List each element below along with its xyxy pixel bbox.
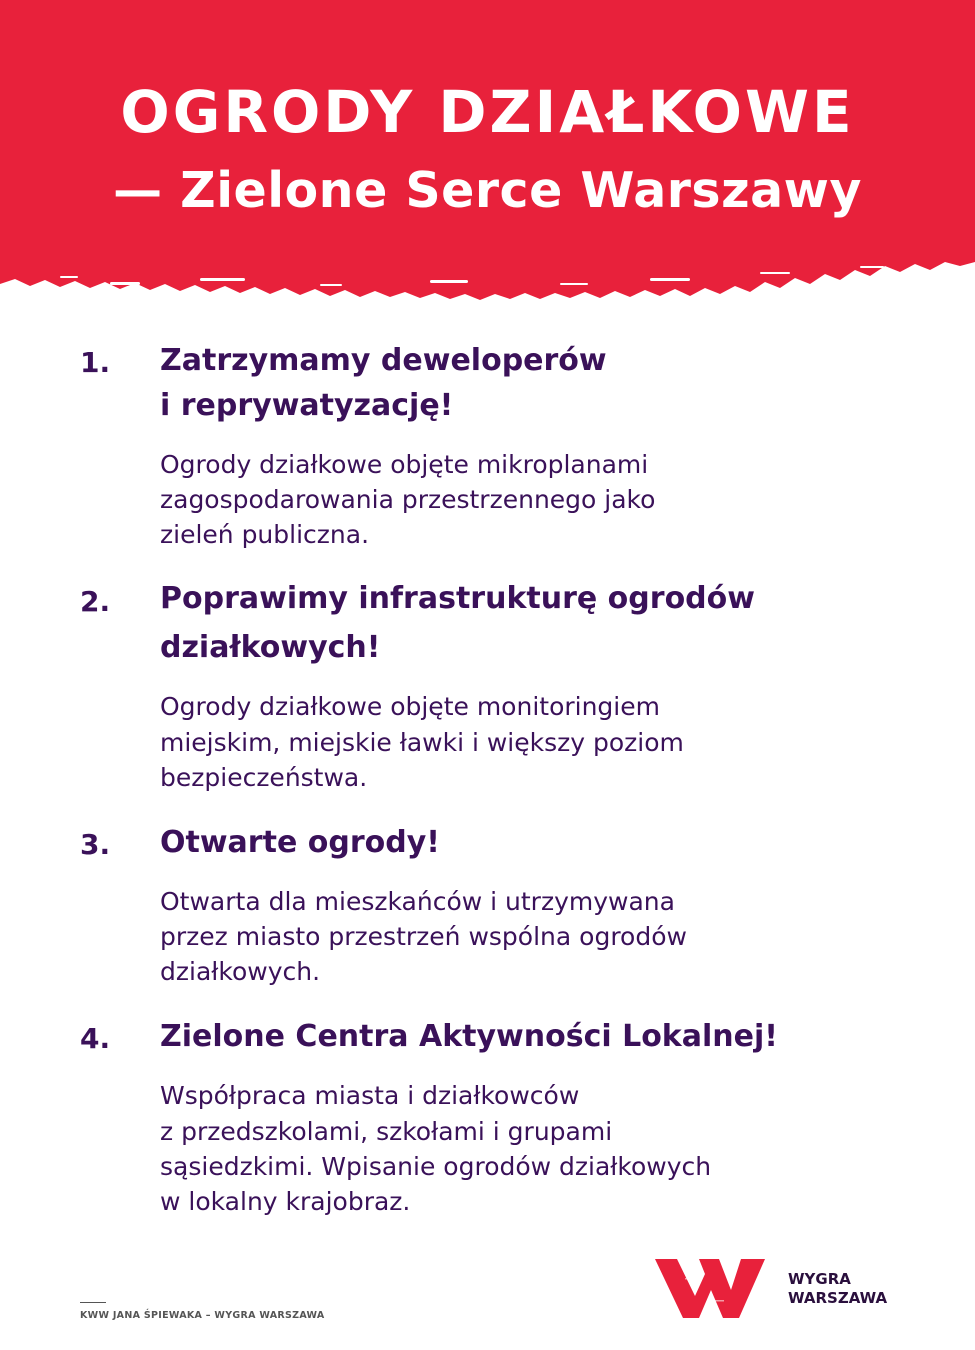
item-body-line3: bezpieczeństwa. (160, 763, 368, 792)
item-title-line1: Zatrzymamy deweloperów (160, 343, 607, 378)
wygra-warszawa-logo-icon (655, 1256, 765, 1320)
item-body-line3: zieleń publiczna. (160, 520, 370, 549)
page-title-line2: — Zielone Serce Warszawy (113, 162, 862, 219)
item-number: 3. (80, 828, 111, 861)
item-body-line2: przez miasto przestrzeń wspólna ogrodów (160, 922, 687, 951)
item-body-line3: działkowych. (160, 957, 321, 986)
item-body-line1: Współpraca miasta i działkowców (160, 1081, 580, 1110)
item-number: 1. (80, 346, 111, 379)
logo-wordmark (788, 1270, 887, 1308)
red-brush-banner (0, 0, 975, 300)
item-title-line2: działkowych! (160, 630, 381, 665)
item-body-line2: miejskim, miejskie ławki i większy poziom (160, 728, 684, 757)
committee-label: KWW JANA ŚPIEWAKA – WYGRA WARSZAWA (80, 1310, 325, 1321)
item-body-line4: w lokalny krajobraz. (160, 1187, 411, 1216)
item-number: 4. (80, 1022, 111, 1055)
item-body-line3: sąsiedzkimi. Wpisanie ogrodów działkowych (160, 1152, 712, 1181)
item-body-line1: Ogrody działkowe objęte monitoringiem (160, 692, 660, 721)
item-body-line1: Ogrody działkowe objęte mikroplanami (160, 450, 649, 479)
item-title-line1: Otwarte ogrody! (160, 825, 440, 860)
header-banner (0, 0, 975, 300)
item-body-line1: Otwarta dla mieszkańców i utrzymywana (160, 887, 675, 916)
footer-divider (80, 1302, 106, 1303)
logo-line1: WYGRA (788, 1270, 851, 1288)
item-body-line2: z przedszkolami, szkołami i grupami (160, 1117, 613, 1146)
item-title-line2: i reprywatyzację! (160, 388, 454, 423)
item-number: 2. (80, 585, 111, 618)
item-title-line1: Zielone Centra Aktywności Lokalnej! (160, 1019, 778, 1054)
page-title-line1: OGRODY DZIAŁKOWE (120, 78, 855, 146)
item-body-line2: zagospodarowania przestrzennego jako (160, 485, 656, 514)
item-title-line1: Poprawimy infrastrukturę ogrodów (160, 581, 755, 616)
logo-line2: WARSZAWA (788, 1289, 888, 1307)
